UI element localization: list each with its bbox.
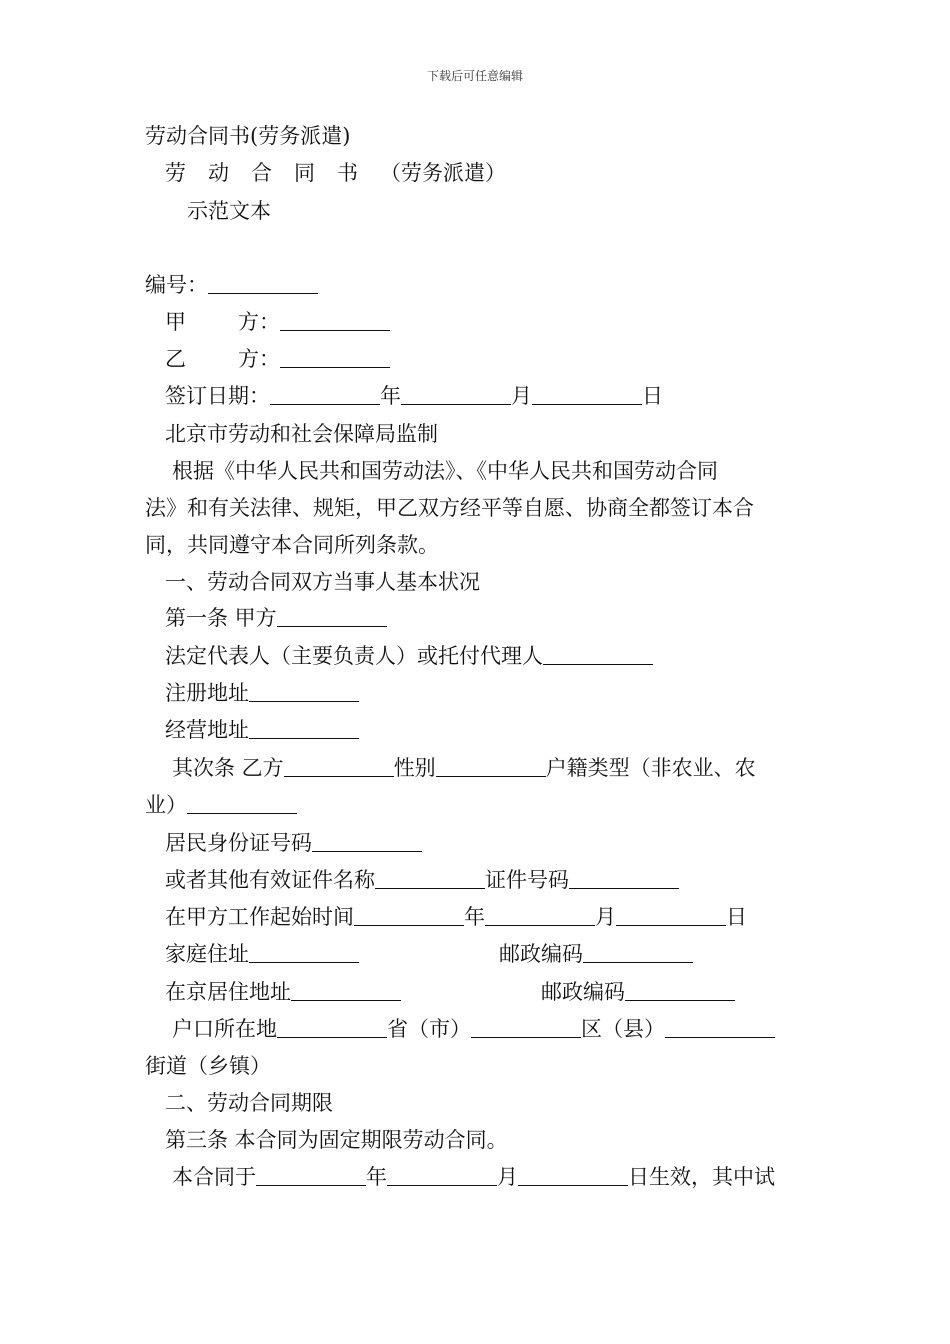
party-b-blank[interactable] [280,349,390,368]
party-b-char: 乙 [165,347,186,371]
effective-day-blank[interactable] [518,1167,628,1186]
subtitle: 示范文本 [187,199,271,223]
party-b-name-blank[interactable] [284,758,394,777]
article-2-label: 其次条 乙方 [172,756,284,780]
document-title: 劳动合同书(劳务派遣) [145,124,351,148]
section-heading: 一、劳动合同双方当事人基本状况 [165,570,480,594]
legal-rep-blank[interactable] [543,646,653,665]
article-2-row [172,758,756,779]
month-label: 月 [497,1165,518,1189]
article-1-label: 第一条 甲方 [165,606,277,630]
other-id-name-blank[interactable] [375,870,485,889]
sign-month-blank[interactable] [401,386,511,405]
title-char: 动 [208,161,229,185]
beijing-address-blank[interactable] [291,982,401,1001]
start-day-blank[interactable] [616,907,726,926]
other-id-number-label: 证件号码 [485,868,569,892]
beijing-address-label: 在京居住地址 [165,980,291,1004]
hukou-province-blank[interactable] [277,1019,387,1038]
start-year-blank[interactable] [354,907,464,926]
biz-address-label: 经营地址 [165,718,249,742]
supervisor-line: 北京市劳动和社会保障局监制 [165,422,438,446]
party-a-name-blank[interactable] [277,608,387,627]
hukou-place-row [172,1019,775,1040]
title-spaced [165,163,506,184]
legal-rep-row [165,646,653,667]
party-a-char: 甲 [165,310,186,334]
hukou-district-blank[interactable] [471,1019,581,1038]
reg-address-row [165,683,359,704]
biz-address-row [165,720,359,741]
gender-blank[interactable] [436,758,546,777]
title-char: 同 [294,161,315,185]
title-char: 劳 [165,161,186,185]
start-work-label: 在甲方工作起始时间 [165,905,354,929]
day-label: 日 [642,384,663,408]
preamble-line: 同，共同遵守本合同所列条款。 [145,533,439,557]
home-address-label: 家庭住址 [165,942,249,966]
effective-row [172,1167,775,1188]
effective-tail: 日生效，其中试 [628,1165,775,1189]
beijing-address-row [165,982,735,1003]
hukou-type-end: 业） [145,793,187,817]
province-label: 省（市） [387,1017,471,1041]
party-a-label: 方： [238,310,280,334]
reg-address-blank[interactable] [249,683,359,702]
district-label: 区（县） [581,1017,665,1041]
day-label: 日 [726,905,747,929]
section-heading: 二、劳动合同期限 [165,1091,333,1115]
reg-address-label: 注册地址 [165,681,249,705]
hukou-type-label: 户籍类型（非农业、农 [545,756,756,780]
street-label: 街道（乡镇） [145,1054,271,1078]
title-suffix: （劳务派遣） [380,161,506,185]
id-number-label: 居民身份证号码 [165,831,312,855]
hukou-type-blank[interactable] [187,795,297,814]
home-postcode-label: 邮政编码 [499,942,583,966]
sign-year-blank[interactable] [270,386,380,405]
year-label: 年 [366,1165,387,1189]
sign-date-row [165,386,663,407]
year-label: 年 [380,384,401,408]
hukou-continued-row [145,795,297,816]
month-label: 月 [595,905,616,929]
number-blank[interactable] [208,275,318,294]
effective-label: 本合同于 [172,1165,256,1189]
year-label: 年 [464,905,485,929]
other-id-label: 或者其他有效证件名称 [165,868,375,892]
hukou-place-label: 户口所在地 [172,1017,277,1041]
effective-year-blank[interactable] [256,1167,366,1186]
title-char: 书 [337,161,358,185]
sign-date-label: 签订日期： [165,384,270,408]
preamble-line: 根据《中华人民共和国劳动法》、《中华人民共和国劳动合同 [172,459,718,483]
gender-label: 性别 [393,756,436,780]
number-row [145,275,318,296]
hukou-street-blank[interactable] [665,1019,775,1038]
id-number-blank[interactable] [312,833,422,852]
start-month-blank[interactable] [485,907,595,926]
article-1-row [165,608,387,629]
other-id-number-blank[interactable] [569,870,679,889]
preamble-line: 法》和有关法律、规矩，甲乙双方经平等自愿、协商全都签订本合 [145,496,754,520]
biz-address-blank[interactable] [249,720,359,739]
sign-day-blank[interactable] [532,386,642,405]
effective-month-blank[interactable] [387,1167,497,1186]
start-work-row [165,907,747,928]
other-id-row [165,870,679,891]
home-address-blank[interactable] [249,944,359,963]
home-postcode-blank[interactable] [583,944,693,963]
party-b-row [165,349,390,370]
party-b-label: 方： [238,347,280,371]
legal-rep-label: 法定代表人（主要负责人）或托付代理人 [165,644,543,668]
number-label: 编号： [145,273,208,297]
title-char: 合 [251,161,272,185]
id-number-row [165,833,422,854]
beijing-postcode-label: 邮政编码 [541,980,625,1004]
party-a-row [165,312,390,333]
party-a-blank[interactable] [280,312,390,331]
beijing-postcode-blank[interactable] [625,982,735,1001]
home-address-row [165,944,693,965]
page-header: 下载后可任意编辑 [426,69,523,83]
month-label: 月 [511,384,532,408]
article-3: 第三条 本合同为固定期限劳动合同。 [165,1128,508,1152]
